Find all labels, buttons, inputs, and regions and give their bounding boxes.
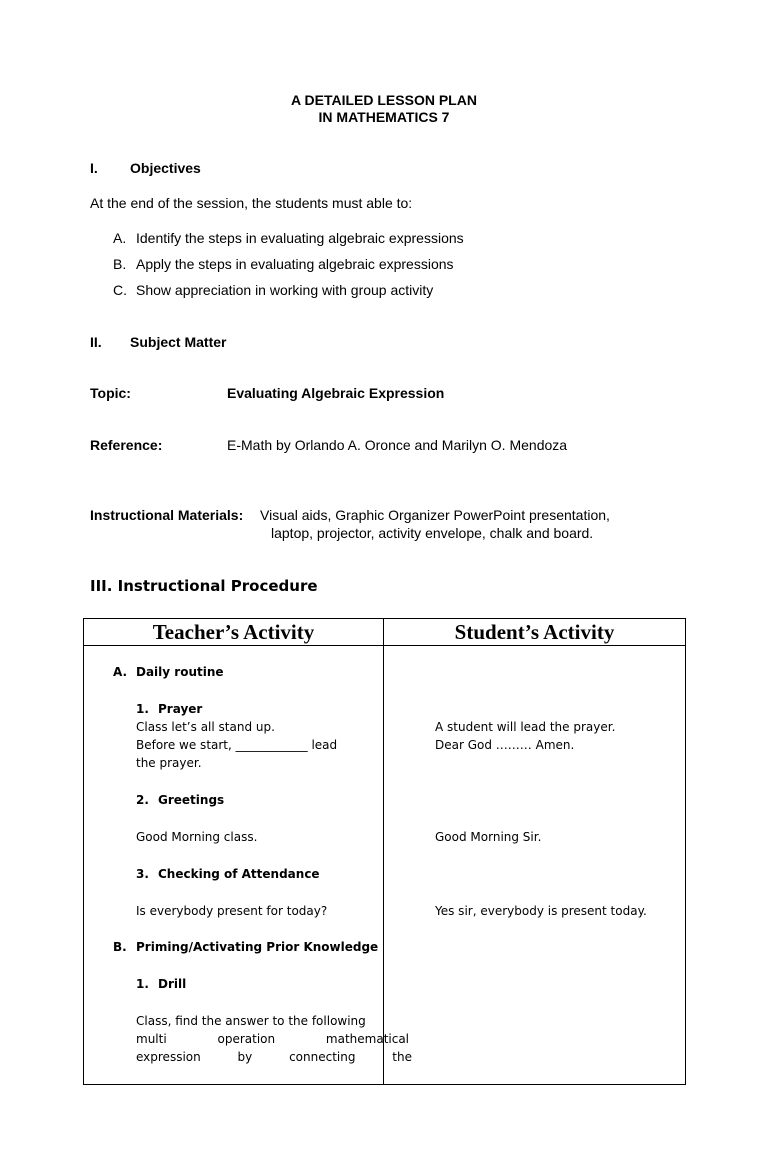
prayer-label: Prayer: [158, 702, 203, 716]
activity-table: [83, 618, 686, 1085]
reference-value: E-Math by Orlando A. Oronce and Marilyn O. Mendoza: [227, 437, 568, 453]
student-prayer-line2: Dear God ……… Amen.: [435, 738, 575, 752]
objective-text-b: Apply the steps in evaluating algebraic expressions: [136, 256, 454, 272]
doc-title-line1: A DETAILED LESSON PLAN: [291, 92, 477, 108]
drill-marker: 1.: [136, 977, 149, 991]
materials-label: Instructional Materials:: [90, 507, 244, 523]
procedure-heading: III. Instructional Procedure: [90, 577, 318, 595]
greetings-marker: 2.: [136, 793, 149, 807]
subject-matter-heading: Subject Matter: [130, 334, 227, 350]
attendance-marker: 3.: [136, 867, 149, 881]
doc-title-line2: IN MATHEMATICS 7: [318, 109, 450, 125]
objective-marker-c: C.: [113, 282, 127, 298]
student-prayer-line1: A student will lead the prayer.: [435, 720, 616, 734]
objective-text-a: Identify the steps in evaluating algebraic expressions: [136, 230, 464, 246]
student-activity-cell: [384, 646, 686, 1085]
drill-line2: multi operation mathematical: [136, 1032, 410, 1046]
objective-marker-b: B.: [113, 256, 127, 272]
objectives-number: I.: [90, 160, 98, 176]
priming-marker: B.: [113, 940, 127, 954]
objectives-heading: Objectives: [130, 160, 201, 176]
student-activity-header: Student’s Activity: [384, 619, 686, 646]
subject-matter-number: II.: [90, 334, 102, 350]
greetings-label: Greetings: [158, 793, 225, 807]
attendance-line: Is everybody present for today?: [136, 904, 328, 918]
prayer-line2: Before we start, ____________ lead: [136, 738, 338, 752]
student-greeting-line: Good Morning Sir.: [435, 830, 542, 844]
drill-label: Drill: [158, 977, 187, 991]
drill-line3: expression by connecting the: [136, 1050, 412, 1064]
objective-text-c: Show appreciation in working with group activity: [136, 282, 434, 298]
topic-label: Topic:: [90, 385, 131, 401]
materials-line1: Visual aids, Graphic Organizer PowerPoint presentation,: [260, 507, 610, 523]
attendance-label: Checking of Attendance: [158, 867, 320, 881]
materials-line2: laptop, projector, activity envelope, chalk and board.: [271, 525, 594, 541]
teacher-activity-cell: [84, 646, 412, 1085]
student-attendance-line: Yes sir, everybody is present today.: [435, 904, 647, 918]
topic-value: Evaluating Algebraic Expression: [227, 385, 445, 401]
objectives-intro: At the end of the session, the students must able to:: [90, 195, 413, 211]
greetings-line: Good Morning class.: [136, 830, 258, 844]
teacher-activity-header: Teacher’s Activity: [84, 619, 384, 646]
reference-label: Reference:: [90, 437, 163, 453]
priming-label: Priming/Activating Prior Knowledge: [136, 940, 379, 954]
drill-line1: Class, find the answer to the following: [136, 1014, 366, 1028]
objective-marker-a: A.: [113, 230, 127, 246]
daily-routine-marker: A.: [113, 665, 128, 679]
prayer-line1: Class let’s all stand up.: [136, 720, 275, 734]
daily-routine-label: Daily routine: [136, 665, 224, 679]
prayer-marker: 1.: [136, 702, 149, 716]
prayer-line3: the prayer.: [136, 756, 202, 770]
